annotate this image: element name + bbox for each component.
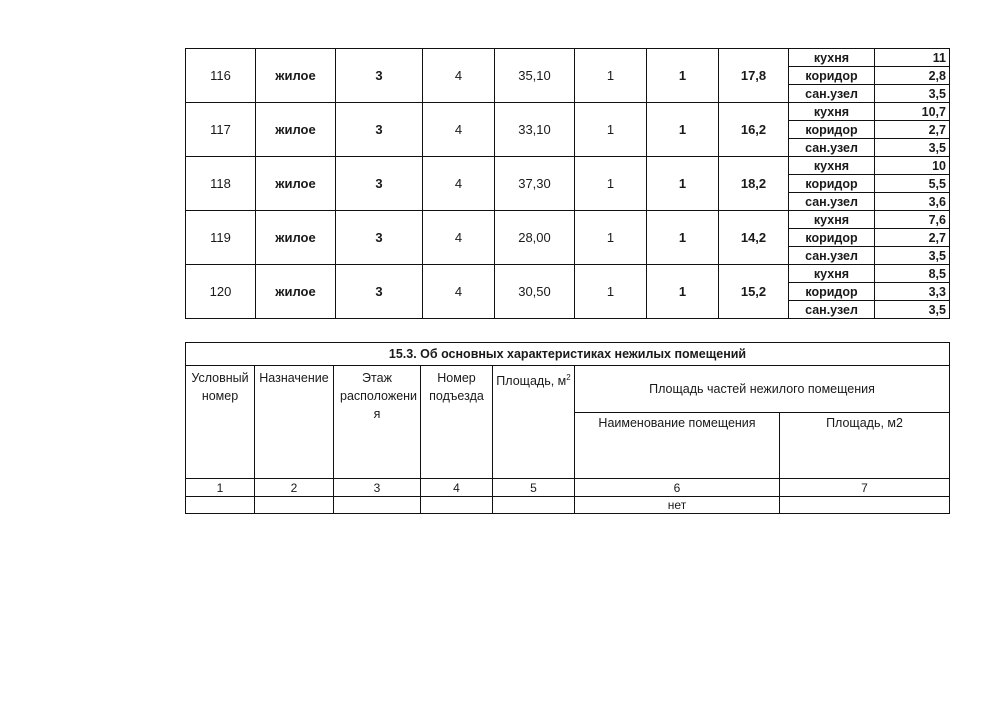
table-row: [186, 49, 950, 67]
room-type-cell: жилое: [256, 157, 336, 211]
header-purpose: Назначение: [255, 366, 334, 479]
empty-cell: [780, 497, 950, 514]
room-number-cell: 116: [186, 49, 256, 103]
room-area-cell: 37,30: [495, 157, 575, 211]
header-area-label: Площадь, м: [496, 374, 567, 389]
room-number-cell: 117: [186, 103, 256, 157]
table-row: [186, 157, 950, 175]
header-floor: Этаж расположени я: [334, 366, 421, 479]
room-col6-cell: 1: [575, 211, 647, 265]
table-row: [186, 103, 950, 121]
header-conditional-number: Условный номер: [186, 366, 255, 479]
part-name-cell: коридор: [789, 229, 875, 247]
part-value-cell: 3,6: [875, 193, 950, 211]
room-area-cell: 28,00: [495, 211, 575, 265]
room-col4-cell: 4: [423, 103, 495, 157]
room-area-cell: 35,10: [495, 49, 575, 103]
part-value-cell: 2,7: [875, 229, 950, 247]
part-name-cell: кухня: [789, 157, 875, 175]
header-area-sup: 2: [566, 373, 571, 382]
part-value-cell: 8,5: [875, 265, 950, 283]
header-entrance: Номер подъезда: [421, 366, 493, 479]
room-type-cell: жилое: [256, 49, 336, 103]
col-number: 5: [493, 479, 575, 497]
room-number-cell: 118: [186, 157, 256, 211]
room-col3-cell: 3: [336, 103, 423, 157]
room-living-area-cell: 14,2: [719, 211, 789, 265]
room-number-cell: 119: [186, 211, 256, 265]
part-name-cell: кухня: [789, 103, 875, 121]
section-title: 15.3. Об основных характеристиках нежилых помещений: [186, 343, 950, 366]
room-type-cell: жилое: [256, 265, 336, 319]
room-area-cell: 33,10: [495, 103, 575, 157]
room-col3-cell: 3: [336, 211, 423, 265]
part-name-cell: кухня: [789, 49, 875, 67]
part-name-cell: коридор: [789, 67, 875, 85]
part-name-cell: кухня: [789, 211, 875, 229]
room-col4-cell: 4: [423, 49, 495, 103]
part-name-cell: сан.узел: [789, 247, 875, 265]
col-number: 3: [334, 479, 421, 497]
part-name-cell: коридор: [789, 121, 875, 139]
header-area: [493, 366, 575, 479]
part-name-cell: сан.узел: [789, 301, 875, 319]
room-col3-cell: 3: [336, 49, 423, 103]
room-living-area-cell: 15,2: [719, 265, 789, 319]
room-col7-cell: 1: [647, 157, 719, 211]
part-value-cell: 2,7: [875, 121, 950, 139]
part-value-cell: 3,5: [875, 247, 950, 265]
part-value-cell: 3,5: [875, 85, 950, 103]
room-living-area-cell: 18,2: [719, 157, 789, 211]
header-part-name: Наименование помещения: [575, 413, 780, 479]
part-name-cell: сан.узел: [789, 193, 875, 211]
room-living-area-cell: 16,2: [719, 103, 789, 157]
room-type-cell: жилое: [256, 211, 336, 265]
room-col6-cell: 1: [575, 157, 647, 211]
room-area-cell: 30,50: [495, 265, 575, 319]
room-col7-cell: 1: [647, 211, 719, 265]
part-name-cell: коридор: [789, 175, 875, 193]
part-value-cell: 2,8: [875, 67, 950, 85]
part-value-cell: 7,6: [875, 211, 950, 229]
room-col7-cell: 1: [647, 103, 719, 157]
part-value-cell: 11: [875, 49, 950, 67]
apartments-table: [185, 48, 950, 319]
empty-cell: [186, 497, 255, 514]
header-part-area: Площадь, м2: [780, 413, 950, 479]
room-col6-cell: 1: [575, 265, 647, 319]
empty-cell: [493, 497, 575, 514]
room-col4-cell: 4: [423, 265, 495, 319]
room-number-cell: 120: [186, 265, 256, 319]
part-name-cell: кухня: [789, 265, 875, 283]
col-number: 7: [780, 479, 950, 497]
part-value-cell: 10: [875, 157, 950, 175]
col-number: 2: [255, 479, 334, 497]
room-col7-cell: 1: [647, 49, 719, 103]
col-number: 6: [575, 479, 780, 497]
part-name-cell: сан.узел: [789, 139, 875, 157]
room-col4-cell: 4: [423, 157, 495, 211]
part-value-cell: 10,7: [875, 103, 950, 121]
room-col3-cell: 3: [336, 157, 423, 211]
table-row: [186, 265, 950, 283]
table-row: [186, 211, 950, 229]
room-col7-cell: 1: [647, 265, 719, 319]
part-value-cell: 3,5: [875, 301, 950, 319]
room-col3-cell: 3: [336, 265, 423, 319]
empty-cell: [421, 497, 493, 514]
part-value-cell: 3,5: [875, 139, 950, 157]
room-col4-cell: 4: [423, 211, 495, 265]
part-value-cell: 5,5: [875, 175, 950, 193]
empty-cell: [255, 497, 334, 514]
room-type-cell: жилое: [256, 103, 336, 157]
empty-cell: [334, 497, 421, 514]
part-name-cell: коридор: [789, 283, 875, 301]
header-parts-area: Площадь частей нежилого помещения: [575, 366, 950, 413]
empty-value-cell: нет: [575, 497, 780, 514]
col-number: 1: [186, 479, 255, 497]
nonresidential-table: [185, 342, 950, 514]
room-col6-cell: 1: [575, 49, 647, 103]
room-col6-cell: 1: [575, 103, 647, 157]
room-living-area-cell: 17,8: [719, 49, 789, 103]
part-name-cell: сан.узел: [789, 85, 875, 103]
col-number: 4: [421, 479, 493, 497]
part-value-cell: 3,3: [875, 283, 950, 301]
